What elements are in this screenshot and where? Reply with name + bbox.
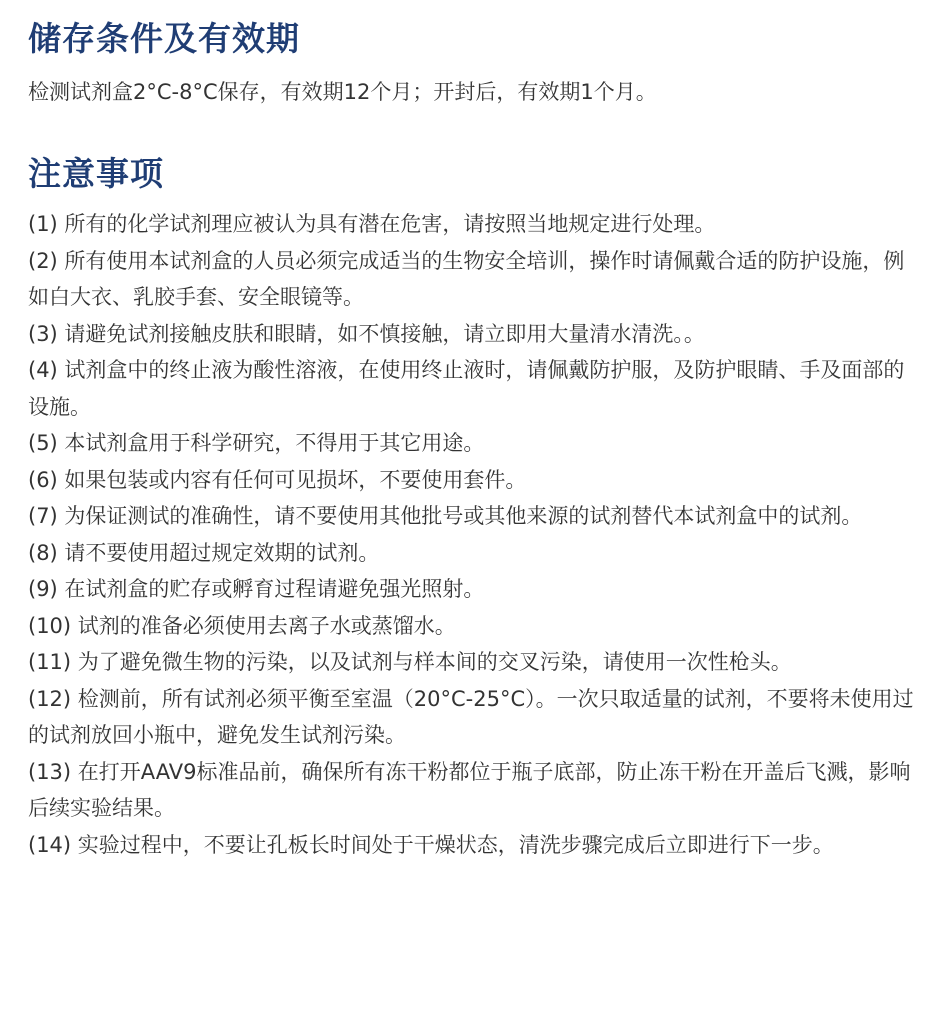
storage-heading: 储存条件及有效期 [28, 19, 300, 58]
note-item-6: (6) 如果包装或内容有任何可见损坏，不要使用套件。 [28, 467, 527, 492]
note-item-5: (5) 本试剂盒用于科学研究，不得用于其它用途。 [28, 431, 485, 455]
note-item-4: (4) 试剂盒中的终止液为酸性溶液，在使用终止液时，请佩戴防护服，及防护眼睛、手及面部的设施。 [28, 358, 905, 419]
note-item-10: (10) 试剂的准备必须使用去离子水或蒸馏水。 [28, 613, 456, 638]
storage-text: 检测试剂盒2°C-8°C保存，有效期12个月；开封后，有效期1个月。 [28, 80, 657, 104]
note-item-7: (7) 为保证测试的准确性，请不要使用其他批号或其他来源的试剂替代本试剂盒中的试剂。 [28, 504, 863, 528]
note-item-12: (12) 检测前，所有试剂必须平衡至室温（20°C-25°C）。一次只取适量的试剂，不要将未使用过的试剂放回小瓶中，避免发生试剂污染。 [28, 686, 914, 747]
note-item-14: (14) 实验过程中，不要让孔板长时间处于干燥状态，清洗步骤完成后立即进行下一步。 [28, 832, 834, 857]
note-item-8: (8) 请不要使用超过规定效期的试剂。 [28, 540, 380, 565]
note-item-13: (13) 在打开AAV9标准品前，确保所有冻干粉都位于瓶子底部，防止冻干粉在开盖后飞溅，影响后续实验结果。 [28, 759, 911, 820]
notes-list [28, 206, 920, 863]
note-item-9: (9) 在试剂盒的贮存或孵育过程请避免强光照射。 [28, 577, 485, 601]
note-item-11: (11) 为了避免微生物的污染，以及试剂与样本间的交叉污染，请使用一次性枪头。 [28, 650, 792, 674]
note-item-1: (1) 所有的化学试剂理应被认为具有潜在危害，请按照当地规定进行处理。 [28, 212, 716, 236]
note-item-3: (3) 请避免试剂接触皮肤和眼睛，如不慎接触，请立即用大量清水清洗。。 [28, 321, 705, 346]
note-item-2: (2) 所有使用本试剂盒的人员必须完成适当的生物安全培训，操作时请佩戴合适的防护设施，例如白大衣、乳胶手套、安全眼镜等。 [28, 248, 905, 309]
notes-heading: 注意事项 [28, 154, 164, 193]
